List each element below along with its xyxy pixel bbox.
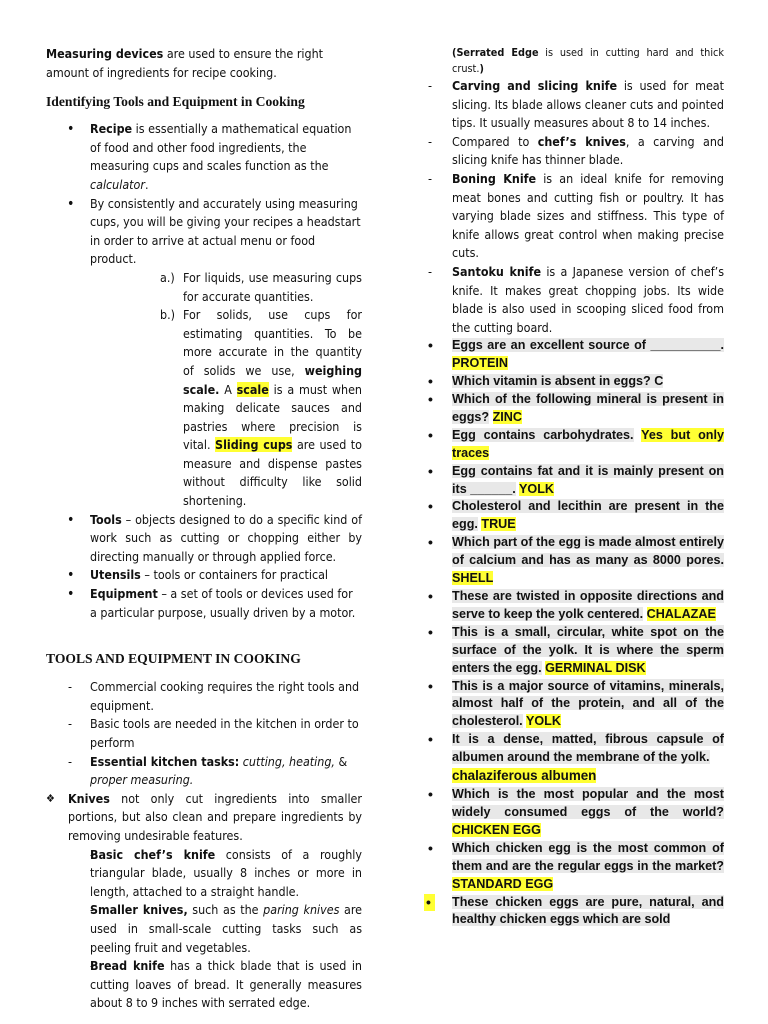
sub-item-liquids: a.) For liquids, use measuring cups for accurate quantities.	[160, 269, 362, 304]
knives-paragraph: ❖ Knives not only cut ingredients into smaller portions, but also clean and prepare ingredients by removing undesirable features. - Basic chef’s knife consists of a roughly triangular blade, usually 8 inches or more in length, attached to a straight handle. - Smaller knives, such as the paring knives are used in small-scale cutting tasks such as peeling fruit and vegetables. - Bread knife has a thick blade that is used in cutting loaves of bread. It generally measures about 8 to 9 inches with serrated edge.	[46, 790, 362, 1013]
knife-item-smaller: - Smaller knives, such as the paring knives are used in small-scale cutting tasks such as peeling fruit and vegetables.	[68, 901, 362, 957]
knife-item-boning: - Boning Knife is an ideal knife for removing meat bones and cutting fish or poultry. It has varying blade sizes and stiffness. This type of knife allows great control when making precise cuts.	[424, 170, 724, 263]
right-column	[424, 45, 724, 929]
list-item: • Equipment – a set of tools or devices used for a particular purpose, usually driven by a motor.	[46, 585, 362, 622]
list-item: • Tools – objects designed to do a specific kind of work such as cutting or chopping either by directing manually or through applied force.	[46, 511, 362, 567]
diamond-bullet-icon: ❖	[46, 791, 55, 805]
highlight-scale: scale	[236, 381, 269, 397]
question-item: • This is a small, circular, white spot on the surface of the yolk. It is where the sperm enters the egg. GERMINAL DISK	[424, 624, 724, 678]
sub-item-solids: b.) For solids, use cups for estimating quantities. To be more accurate in the quantity of solids we use, weighing scale. A scale is a must when making delicate sauces and pastries where precision is vital. Sliding cups are used to measure and dispense pastes without difficulty like solid shortening.	[160, 307, 362, 509]
knife-item-santoku: - Santoku knife is a Japanese version of chef’s knife. It makes great chopping jobs. Its wide blade is also used in scooping sliced food from the cutting board.	[424, 263, 724, 337]
list-item: • Recipe is essentially a mathematical equation of food and other food ingredients, the measuring cups and scales function as the calculator.	[46, 120, 362, 194]
question-item: • Which of the following mineral is present in eggs? ZINC	[424, 391, 724, 427]
knife-item-chef: - Basic chef’s knife consists of a roughly triangular blade, usually 8 inches or more in length, attached to a straight handle.	[68, 846, 362, 902]
knife-item-carving: - Carving and slicing knife is used for meat slicing. Its blade allows cleaner cuts and pointed tips. It usually measures about 8 to 14 inches.	[424, 77, 724, 133]
serrated-edge-note: (Serrated Edge is used in cutting hard and thick crust.)	[452, 46, 724, 75]
question-item: • Which vitamin is absent in eggs? C	[424, 373, 724, 391]
knife-item-bread: - Bread knife has a thick blade that is used in cutting loaves of bread. It generally measures about 8 to 9 inches with serrated edge.	[68, 957, 362, 1013]
question-item: • This is a major source of vitamins, minerals, almost half of the protein, and all of the cholesterol. YOLK	[424, 678, 724, 732]
list-item: • By consistently and accurately using measuring cups, you will be giving your recipes a headstart in order to arrive at actual menu or food product. a.) For liquids, use measuring cups for accurate quantities. b.) For solids, use cups for estimating quantities. To be more accurate in the quantity of solids we use, weighing scale. A scale is a must when making delicate sauces and pastries where precision is vital. Sliding cups are used to measure and dispense pastes without difficulty like solid shortening.	[46, 195, 362, 511]
egg-question-list	[424, 337, 724, 929]
dash-item: - Essential kitchen tasks: cutting, heating, & proper measuring.	[46, 753, 362, 790]
knife-item-compare: - Compared to chef’s knives, a carving and slicing knife has thinner blade.	[424, 133, 724, 170]
dash-item: - Basic tools are needed in the kitchen in order to perform	[46, 715, 362, 752]
question-item: • Egg contains carbohydrates. Yes but only traces	[424, 427, 724, 463]
question-item: • Which part of the egg is made almost entirely of calcium and has as many as 8000 pores. SHELL	[424, 534, 724, 588]
question-item: • Which chicken egg is the most common of them and are the regular eggs in the market? STANDARD EGG	[424, 840, 724, 894]
question-item: • It is a dense, matted, fibrous capsule of albumen around the membrane of the yolk.	[424, 731, 724, 767]
question-item: • Eggs are an excellent source of __________. PROTEIN	[424, 337, 724, 373]
recipe-bullet-list	[46, 120, 362, 622]
list-item: • Utensils – tools or containers for practical	[46, 566, 362, 585]
question-item: • Egg contains fat and it is mainly present on its ______. YOLK	[424, 463, 724, 499]
intro-paragraph: Measuring devices are used to ensure the right amount of ingredients for recipe cooking.	[46, 46, 324, 80]
question-item: • These are twisted in opposite directions and serve to keep the yolk centered. CHALAZAE	[424, 588, 724, 624]
left-column	[46, 45, 362, 1013]
question-item: • Cholesterol and lecithin are present in the egg. TRUE	[424, 498, 724, 534]
dash-item: - Commercial cooking requires the right tools and equipment.	[46, 678, 362, 715]
question-item: • These chicken eggs are pure, natural, and healthy chicken eggs which are sold	[424, 894, 724, 930]
heading-tools-equipment: TOOLS AND EQUIPMENT IN COOKING	[46, 651, 301, 667]
answer-chalaziferous: chalaziferous albumen	[452, 768, 597, 784]
heading-identifying-tools: Identifying Tools and Equipment in Cooking	[46, 94, 305, 110]
question-item: • Which is the most popular and the most widely consumed eggs of the world? CHICKEN EGG	[424, 786, 724, 840]
highlight-sliding-cups: Sliding cups	[215, 437, 293, 453]
